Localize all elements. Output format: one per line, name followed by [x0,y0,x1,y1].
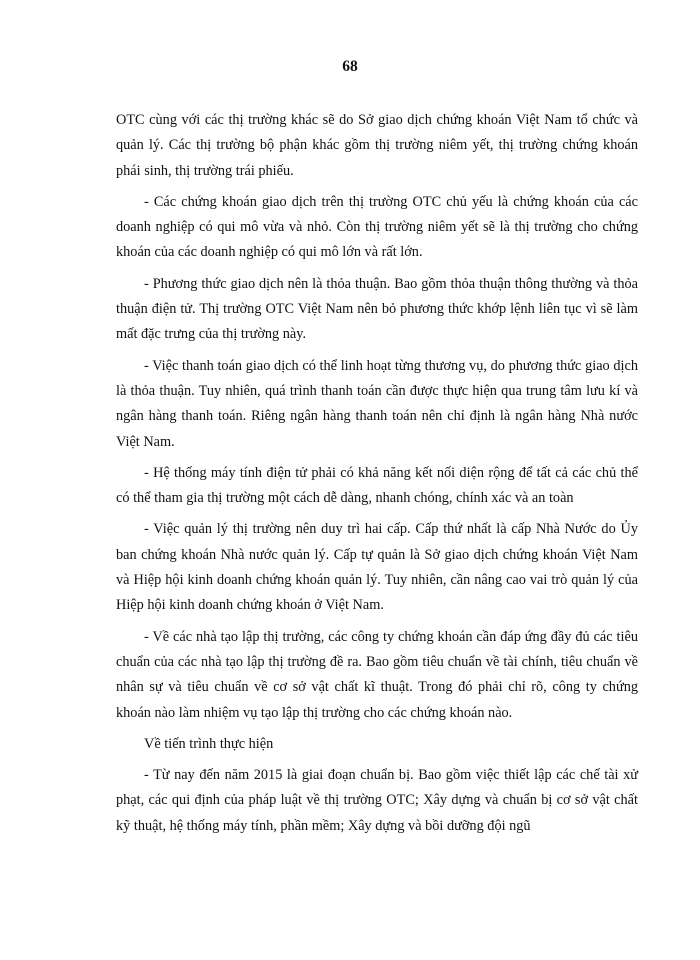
body-text [116,108,638,845]
paragraph-market-management: - Việc quản lý thị trường nên duy trì hai cấp. Cấp thứ nhất là cấp Nhà Nước do Ủy ban chứng khoán Nhà nước quản lý. Cấp tự quản là Sở giao dịch chứng khoán Việt Nam và Hiệp hội kinh doanh chứng khoán quản lý. Tuy nhiên, cần nâng cao vai trò quản lý của Hiệp hội kinh doanh chứng khoán ở Việt Nam. [116,521,638,614]
page-number: 68 [342,58,358,75]
paragraph-computer-system: - Hệ thống máy tính điện tử phải có khả năng kết nối diện rộng để tất cả các chủ thể có thể tham gia thị trường một cách dễ dàng, nhanh chóng, chính xác và an toàn [116,464,638,507]
paragraph-preparation-phase: - Từ nay đến năm 2015 là giai đoạn chuẩn bị. Bao gồm việc thiết lập các chế tài xử phạt, các qui định của pháp luật về thị trường OTC; Xây dựng và chuẩn bị cơ sở vật chất kỹ thuật, hệ thống máy tính, phần mềm; Xây dựng và bồi dưỡng đội ngũ [116,767,638,834]
paragraph-market-makers: - Về các nhà tạo lập thị trường, các công ty chứng khoán cần đáp ứng đầy đủ các tiêu chuẩn của các nhà tạo lập thị trường đề ra. Bao gồm tiêu chuẩn về tài chính, tiêu chuẩn về nhân sự và tiêu chuẩn về cơ sở vật chất kĩ thuật. Trong đó phải chỉ rõ, công ty chứng khoán nào làm nhiệm vụ tạo lập thị trường cho các chứng khoán nào. [116,628,638,721]
paragraph-otc-securities: - Các chứng khoán giao dịch trên thị trường OTC chủ yếu là chứng khoán của các doanh nghiệp có qui mô vừa và nhỏ. Còn thị trường niêm yết sẽ là thị trường cho chứng khoán của các doanh nghiệp có qui mô lớn và rất lớn. [116,193,638,261]
paragraph-settlement: - Việc thanh toán giao dịch có thể linh hoạt từng thương vụ, do phương thức giao dịch là thỏa thuận. Tuy nhiên, quá trình thanh toán cần được thực hiện qua trung tâm lưu kí và ngân hàng thanh toán. Riêng ngân hàng thanh toán nên chỉ định là ngân hàng Nhà nước Việt Nam. [116,357,638,450]
paragraph-otc-intro: OTC cùng với các thị trường khác sẽ do Sở giao dịch chứng khoán Việt Nam tổ chức và quản lý. Các thị trường bộ phận khác gồm thị trường niêm yết, thị trường chứng khoán phái sinh, thị trường trái phiếu. [116,112,638,179]
paragraph-trading-method: - Phương thức giao dịch nên là thỏa thuận. Bao gồm thỏa thuận thông thường và thỏa thuận điện tử. Thị trường OTC Việt Nam nên bỏ phương thức khớp lệnh liên tục vì sẽ làm mất đặc trưng của thị trường này. [116,275,638,343]
section-heading-implementation: Về tiến trình thực hiện [144,735,274,752]
